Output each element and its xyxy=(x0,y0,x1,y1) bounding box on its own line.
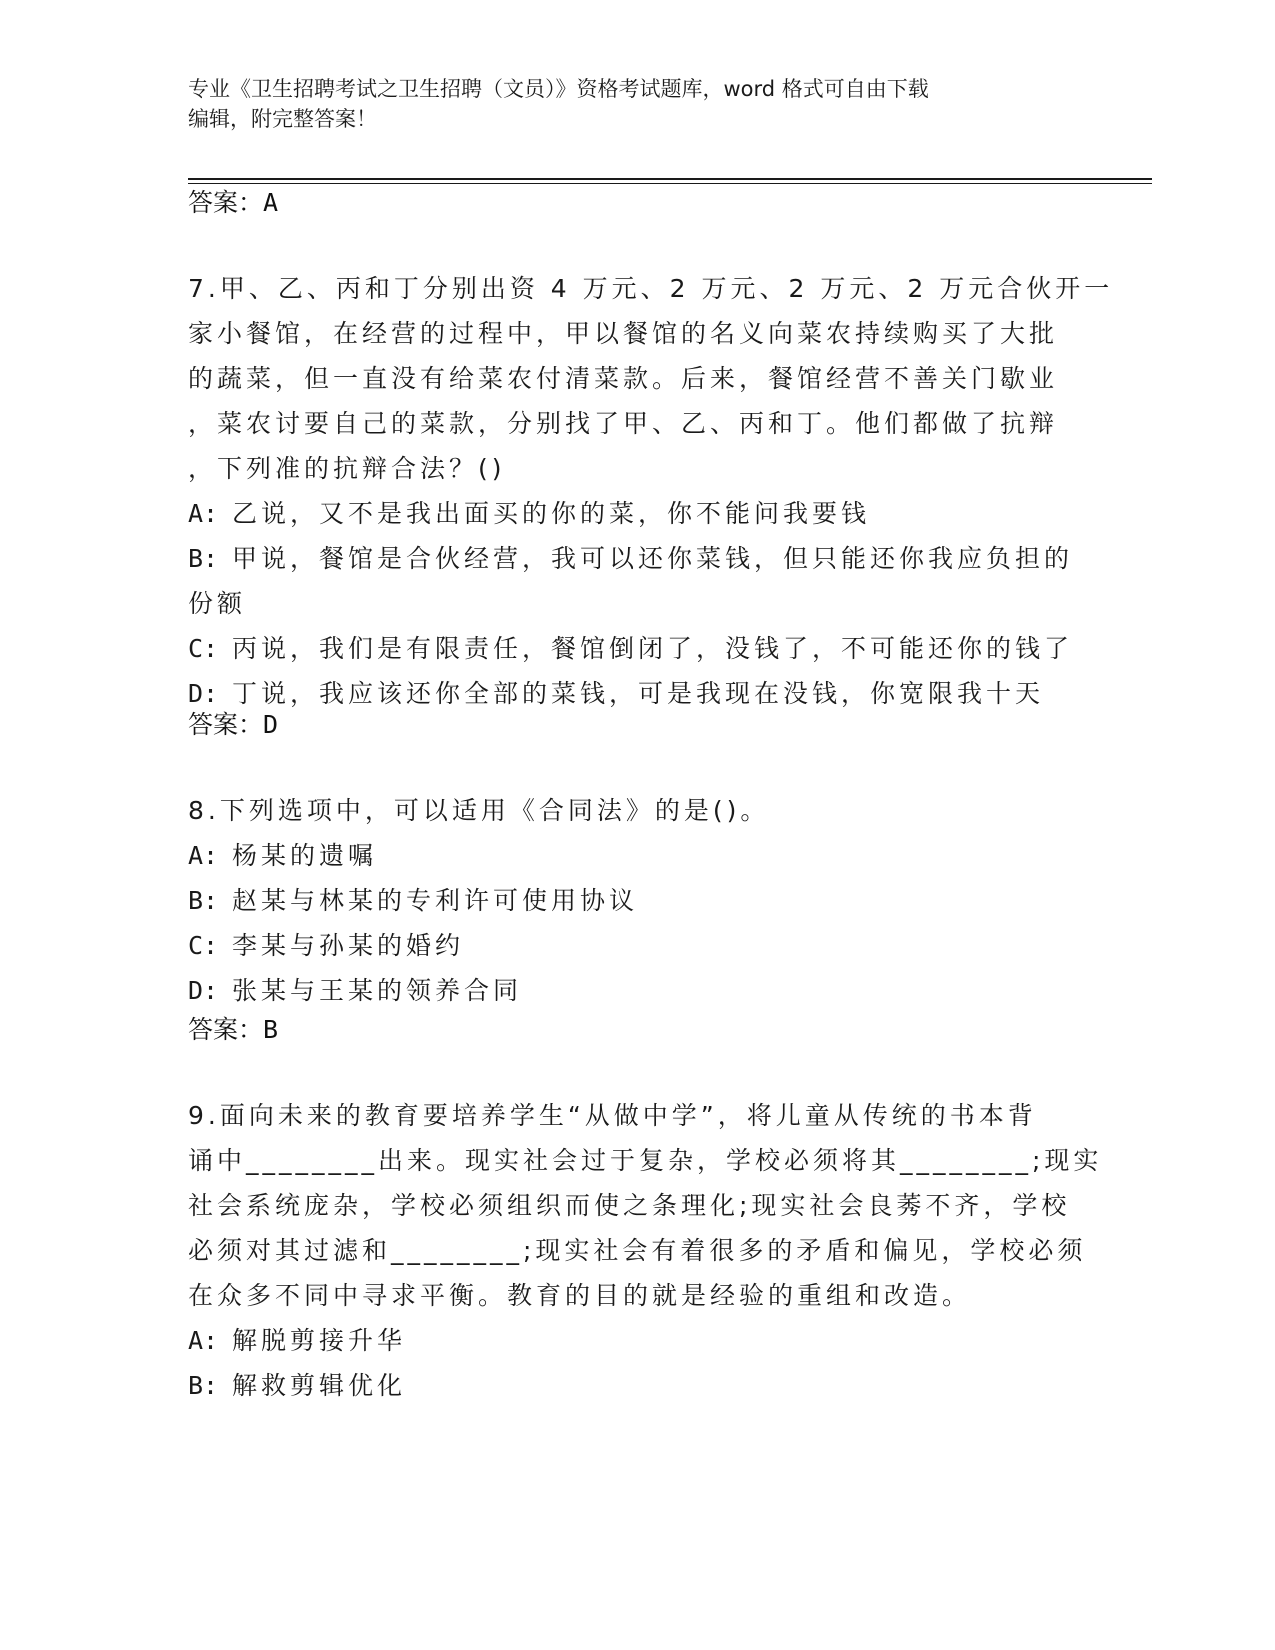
answer-label: 答案： xyxy=(188,188,264,217)
question-stem-line: 诵中________出来。现实社会过于复杂，学校必须将其________;现实 xyxy=(188,1146,1103,1175)
option-key: D: xyxy=(188,679,219,708)
option-text: 张某与王某的领养合同 xyxy=(232,976,523,1005)
option-a xyxy=(188,491,1078,536)
option-key: B: xyxy=(188,1371,219,1400)
option-b-continued: 份额 xyxy=(188,589,247,618)
question-8 xyxy=(188,788,1078,1013)
option-key: B: xyxy=(188,886,219,915)
question-stem-line: 家小餐馆，在经营的过程中，甲以餐馆的名义向菜农持续购买了大批 xyxy=(188,319,1059,348)
option-text: 解脱剪接升华 xyxy=(232,1326,407,1355)
question-stem-line: 必须对其过滤和________;现实社会有着很多的矛盾和偏见，学校必须 xyxy=(188,1236,1087,1265)
option-a xyxy=(188,833,1078,878)
option-key: B: xyxy=(188,544,219,573)
answer-value: A xyxy=(263,188,279,217)
question-stem-line: ，下列准的抗辩合法？() xyxy=(188,454,506,483)
question-stem-line: 在众多不同中寻求平衡。教育的目的就是经验的重组和改造。 xyxy=(188,1281,972,1310)
option-text: 乙说，又不是我出面买的你的菜，你不能问我要钱 xyxy=(232,499,871,528)
question-stem-line: 社会系统庞杂，学校必须组织而使之条理化;现实社会良莠不齐，学校 xyxy=(188,1191,1071,1220)
answer-value: D xyxy=(263,710,279,739)
option-key: D: xyxy=(188,976,219,1005)
question-stem-line: 的蔬菜，但一直没有给菜农付清菜款。后来，餐馆经营不善关门歇业 xyxy=(188,364,1059,393)
option-key: A: xyxy=(188,841,219,870)
header-line-2: 编辑，附完整答案！ xyxy=(188,107,377,131)
option-a xyxy=(188,1318,1078,1363)
question-stem-line: 9.面向未来的教育要培养学生“从做中学”，将儿童从传统的书本背 xyxy=(188,1101,1037,1130)
answer-label: 答案： xyxy=(188,710,264,739)
option-c xyxy=(188,923,1078,968)
question-stem-line: 8.下列选项中，可以适用《合同法》的是()。 xyxy=(188,796,770,825)
option-text: 杨某的遗嘱 xyxy=(232,841,378,870)
answer-value: B xyxy=(263,1015,279,1044)
header-divider xyxy=(188,178,1152,180)
option-d xyxy=(188,671,1078,716)
option-key: C: xyxy=(188,931,219,960)
option-key: A: xyxy=(188,499,219,528)
option-text: 李某与孙某的婚约 xyxy=(232,931,465,960)
header-line-1: 专业《卫生招聘考试之卫生招聘（文员）》资格考试题库，word 格式可自由下载 xyxy=(188,77,929,101)
option-d xyxy=(188,968,1078,1013)
option-text: 甲说，餐馆是合伙经营，我可以还你菜钱，但只能还你我应负担的 xyxy=(232,544,1074,573)
option-text: 丙说，我们是有限责任，餐馆倒闭了，没钱了，不可能还你的钱了 xyxy=(232,634,1074,663)
answer-question-8 xyxy=(188,1013,278,1047)
option-b xyxy=(188,536,1078,581)
answer-label: 答案： xyxy=(188,1015,264,1044)
page-header xyxy=(188,74,1068,134)
option-text: 解救剪辑优化 xyxy=(232,1371,407,1400)
header-divider-thin xyxy=(188,183,1152,184)
answer-question-7 xyxy=(188,708,278,742)
question-stem-line: ，菜农讨要自己的菜款，分别找了甲、乙、丙和丁。他们都做了抗辩 xyxy=(188,409,1059,438)
option-text: 丁说，我应该还你全部的菜钱，可是我现在没钱，你宽限我十天 xyxy=(232,679,1045,708)
option-key: A: xyxy=(188,1326,219,1355)
question-7 xyxy=(188,266,1114,716)
option-b xyxy=(188,1363,1078,1408)
option-text: 赵某与林某的专利许可使用协议 xyxy=(232,886,639,915)
answer-previous xyxy=(188,186,278,220)
question-stem-line: 7.甲、乙、丙和丁分别出资 4 万元、2 万元、2 万元、2 万元合伙开一 xyxy=(188,274,1114,303)
option-key: C: xyxy=(188,634,219,663)
option-b xyxy=(188,878,1078,923)
question-9 xyxy=(188,1093,1103,1408)
option-c xyxy=(188,626,1078,671)
